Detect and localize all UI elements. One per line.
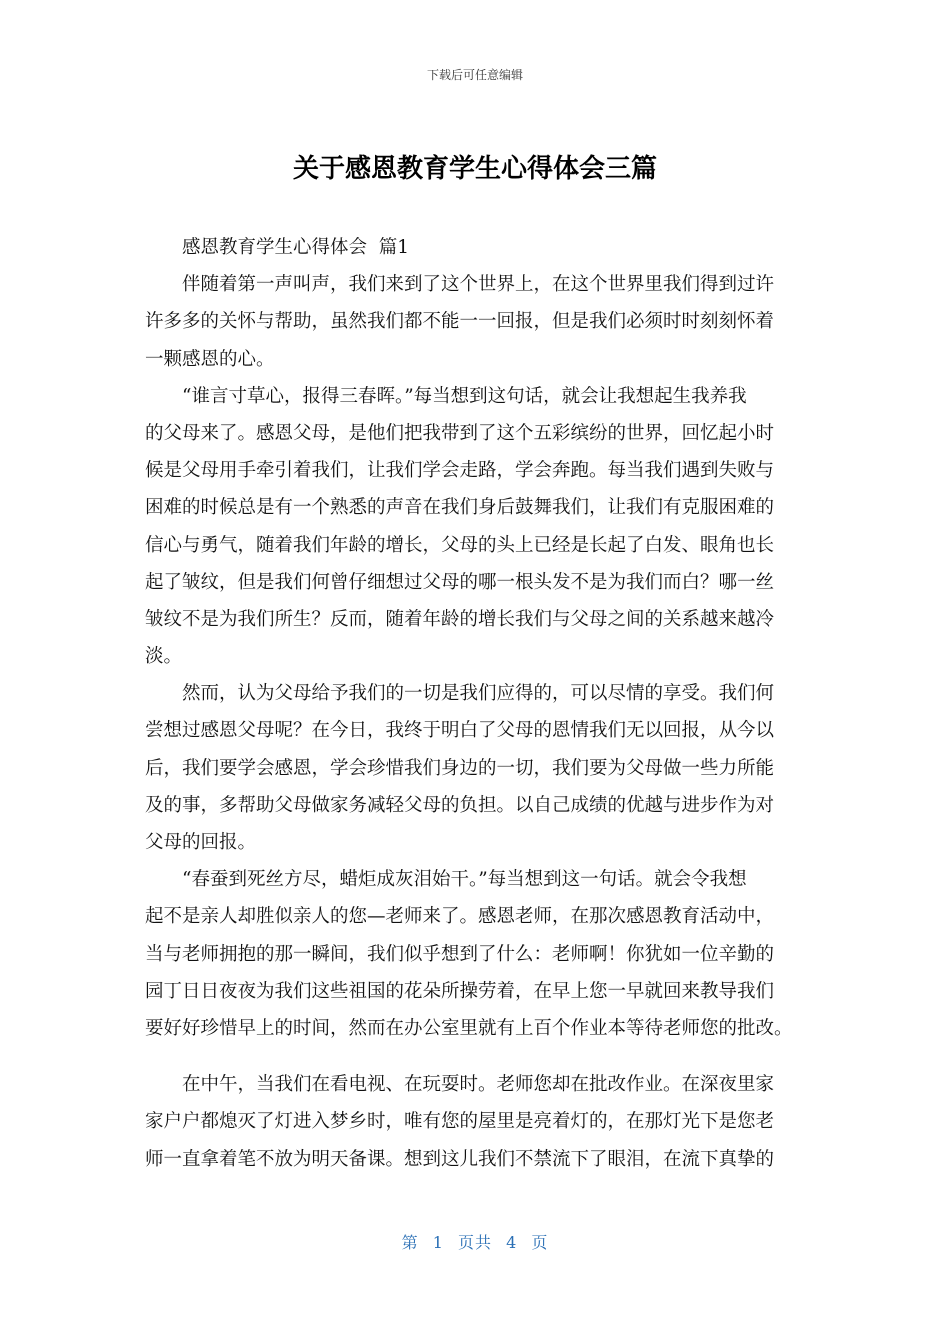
paragraph-line: 及的事，多帮助父母做家务减轻父母的负担。以自己成绩的优越与进步作为对	[145, 794, 775, 816]
paragraph-line: 父母的回报。	[145, 832, 257, 853]
paragraph-line: 一颗感恩的心。	[145, 348, 275, 370]
page-number-footer: 第 1 页共 4 页	[401, 1233, 549, 1252]
paragraph-gap	[145, 1047, 805, 1066]
paragraph-line: 起不是亲人却胜似亲人的您—老师来了。感恩老师，在那次感恩教育活动中，	[145, 906, 775, 928]
paragraph-line: 许多多的关怀与帮助，虽然我们都不能一一回报，但是我们必须时时刻刻怀着	[145, 311, 775, 333]
paragraph	[145, 675, 805, 861]
paragraph-line: 在中午，当我们在看电视、在玩耍时。老师您却在批改作业。在深夜里家	[182, 1074, 775, 1096]
document-title: 关于感恩教育学生心得体会三篇	[292, 154, 657, 184]
paragraph-line: 信心与勇气，随着我们年龄的增长，父母的头上已经是长起了白发、眼角也长	[145, 534, 775, 556]
paragraph-line: “谁言寸草心，报得三春晖。”每当想到这句话，就会让我想起生我养我	[182, 385, 747, 407]
paragraph	[145, 861, 805, 1047]
paragraph-line: 然而，认为父母给予我们的一切是我们应得的，可以尽情的享受。我们何	[182, 683, 775, 705]
paragraph-line: “春蚕到死丝方尽，蜡炬成灰泪始干。”每当想到这一句话。就会令我想	[182, 869, 747, 891]
paragraph-line: 困难的时候总是有一个熟悉的声音在我们身后鼓舞我们，让我们有克服困难的	[145, 497, 775, 519]
paragraph-line: 的父母来了。感恩父母，是他们把我带到了这个五彩缤纷的世界，回忆起小时	[145, 422, 775, 444]
paragraph-line: 当与老师拥抱的那一瞬间，我们似乎想到了什么：老师啊！你犹如一位辛勤的	[145, 943, 775, 965]
paragraph-line: 要好好珍惜早上的时间，然而在办公室里就有上百个作业本等待老师您的批改。	[145, 1017, 793, 1039]
paragraph-line: 尝想过感恩父母呢？在今日，我终于明白了父母的恩情我们无以回报，从今以	[145, 720, 775, 742]
paragraph-line: 皱纹不是为我们所生？反而，随着年龄的增长我们与父母之间的关系越来越冷	[145, 608, 775, 630]
page-header-note: 下载后可任意编辑	[426, 68, 523, 82]
section-subheading: 感恩教育学生心得体会 篇1	[182, 237, 410, 258]
paragraph-line: 师一直拿着笔不放为明天备课。想到这儿我们不禁流下了眼泪，在流下真挚的	[145, 1148, 775, 1170]
paragraph-list	[145, 266, 805, 1178]
paragraph	[145, 378, 805, 676]
paragraph-line: 后，我们要学会感恩，学会珍惜我们身边的一切，我们要为父母做一些力所能	[145, 757, 775, 779]
paragraph-line: 淡。	[145, 646, 183, 668]
document-body	[145, 229, 805, 1178]
paragraph-line: 候是父母用手牵引着我们，让我们学会走路，学会奔跑。每当我们遇到失败与	[145, 460, 775, 482]
paragraph-line: 家户户都熄灭了灯进入梦乡时，唯有您的屋里是亮着灯的，在那灯光下是您老	[145, 1111, 775, 1133]
paragraph-line: 起了皱纹，但是我们何曾仔细想过父母的哪一根头发不是为我们而白？哪一丝	[145, 571, 775, 593]
paragraph-line: 伴随着第一声叫声，我们来到了这个世界上，在这个世界里我们得到过许	[182, 274, 775, 296]
paragraph	[145, 266, 805, 378]
paragraph	[145, 1066, 805, 1178]
paragraph-line: 园丁日日夜夜为我们这些祖国的花朵所操劳着，在早上您一早就回来教导我们	[145, 980, 775, 1002]
